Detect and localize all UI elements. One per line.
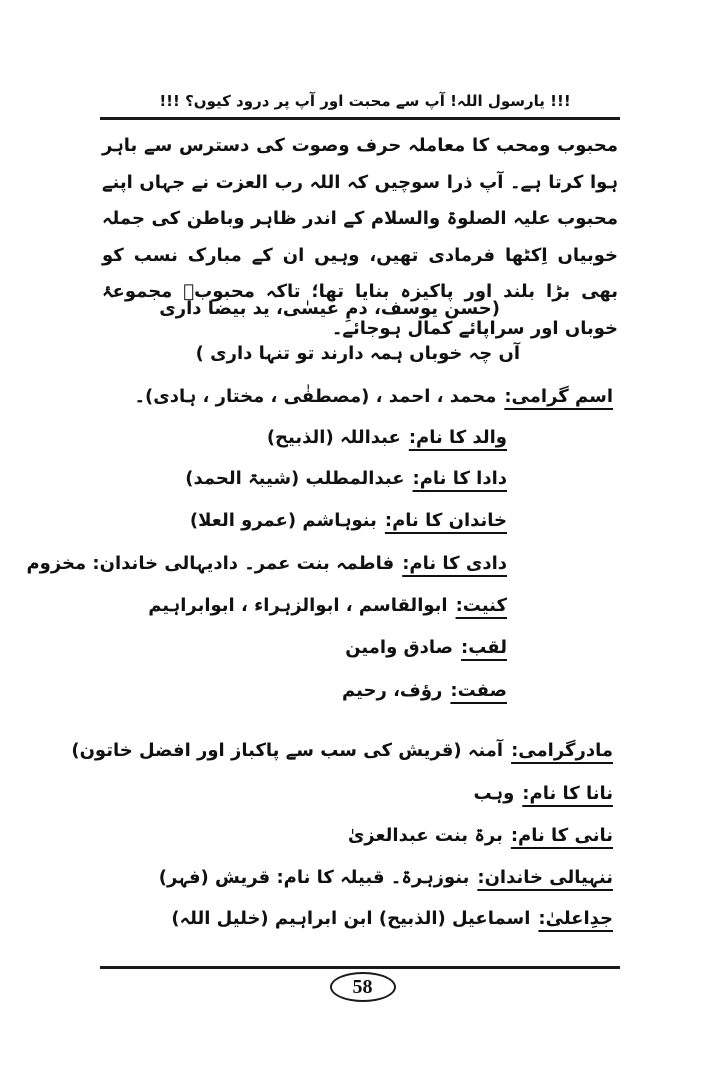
entry-family (190, 510, 507, 531)
entry-key: صفت: (450, 680, 507, 701)
entry-key: لقب: (461, 637, 507, 658)
entry-key: نانا کا نام: (522, 783, 613, 804)
entry-ancestor (171, 908, 613, 929)
running-header: !!! یارسول اللہ! آپ سے محبت اور آپ پر درود کیوں؟ !!! (159, 92, 571, 110)
entry-value: ابوالقاسم ، ابوالزہراء ، ابوابراہیم (148, 595, 448, 616)
verse-line-1: (حسن یوسف، دمِ عیسٰی، ید بیضا داری (159, 298, 500, 319)
page-number-container (0, 972, 725, 1002)
entry-key: خاندان کا نام: (384, 510, 507, 531)
entry-grandfather (185, 468, 507, 489)
entry-mother (71, 740, 613, 761)
entry-value: وہب (473, 783, 515, 804)
entry-value: بنوہاشم (عمرو العلا) (189, 510, 377, 531)
entry-key: دادی کا نام: (402, 553, 507, 574)
entry-value: آمنہ (قریش کی سب سے پاکباز اور افضل خاتون) (71, 740, 504, 761)
intro-paragraph: محبوب ومحب کا معاملہ حرف وصوت کی دسترس سے باہر ہوا کرتا ہے۔ آپ ذرا سوچیں کہ اللہ رب العزت نے جہاں اپنے محبوب علیہ الصلوۃ والسلام کے اندر ظاہر وباطن کی جملہ خوبیاں اِکٹھا فرمادی تھیں، وہیں ان کے مبارک نسب کو بھی بڑا بلند اور پاکیزہ بنایا تھا؛ تاکہ محبوبؑ مجموعۂ خوباں اور سراپائے کمال ہوجائے۔ (102, 135, 618, 339)
entry-key: والد کا نام: (408, 427, 507, 448)
verse-line-2: آں چہ خوباں ہمہ دارند تو تنہا داری ) (195, 343, 520, 364)
entry-value: محمد ، احمد ، (مصطفٰی ، مختار ، ہادی)۔ (134, 386, 497, 407)
page-number: 58 (330, 972, 396, 1002)
entry-key: جدِاعلیٰ: (538, 908, 613, 929)
entry-value: عبداللہ (الذبیح) (266, 427, 401, 448)
entry-sifat (342, 680, 507, 701)
entry-key: ننہیالی خاندان: (477, 867, 613, 888)
entry-key: اسم گرامی: (504, 386, 613, 407)
entry-value: بنوزہرۃ۔ قبیلہ کا نام: قریش (فہر) (158, 867, 470, 888)
footer-rule (100, 966, 620, 969)
entry-key: دادا کا نام: (412, 468, 507, 489)
entry-value: اسماعیل (الذبیح) ابن ابراہیم (خلیل اللہ) (171, 908, 531, 929)
entry-maternal-grandfather (474, 783, 614, 804)
entry-ism-e-girami (134, 386, 613, 407)
entry-value: برۃ بنت عبدالعزیٰ (347, 825, 503, 846)
entry-value: فاطمہ بنت عمر۔ دادیہالی خاندان: مخزوم (26, 553, 395, 574)
entry-key: مادرگرامی: (511, 740, 613, 761)
entry-value: رؤف، رحیم (342, 680, 443, 701)
entry-grandmother (26, 553, 507, 574)
entry-father (267, 427, 507, 448)
entry-laqab (345, 637, 507, 658)
entry-value: صادق وامین (345, 637, 454, 658)
entry-value: عبدالمطلب (شیبۃ الحمد) (185, 468, 405, 489)
entry-key: نانی کا نام: (510, 825, 613, 846)
entry-maternal-grandmother (348, 825, 613, 846)
entry-key: کنیت: (455, 595, 507, 616)
entry-kunyat (148, 595, 507, 616)
header-rule (100, 117, 620, 120)
entry-maternal-family (159, 867, 613, 888)
